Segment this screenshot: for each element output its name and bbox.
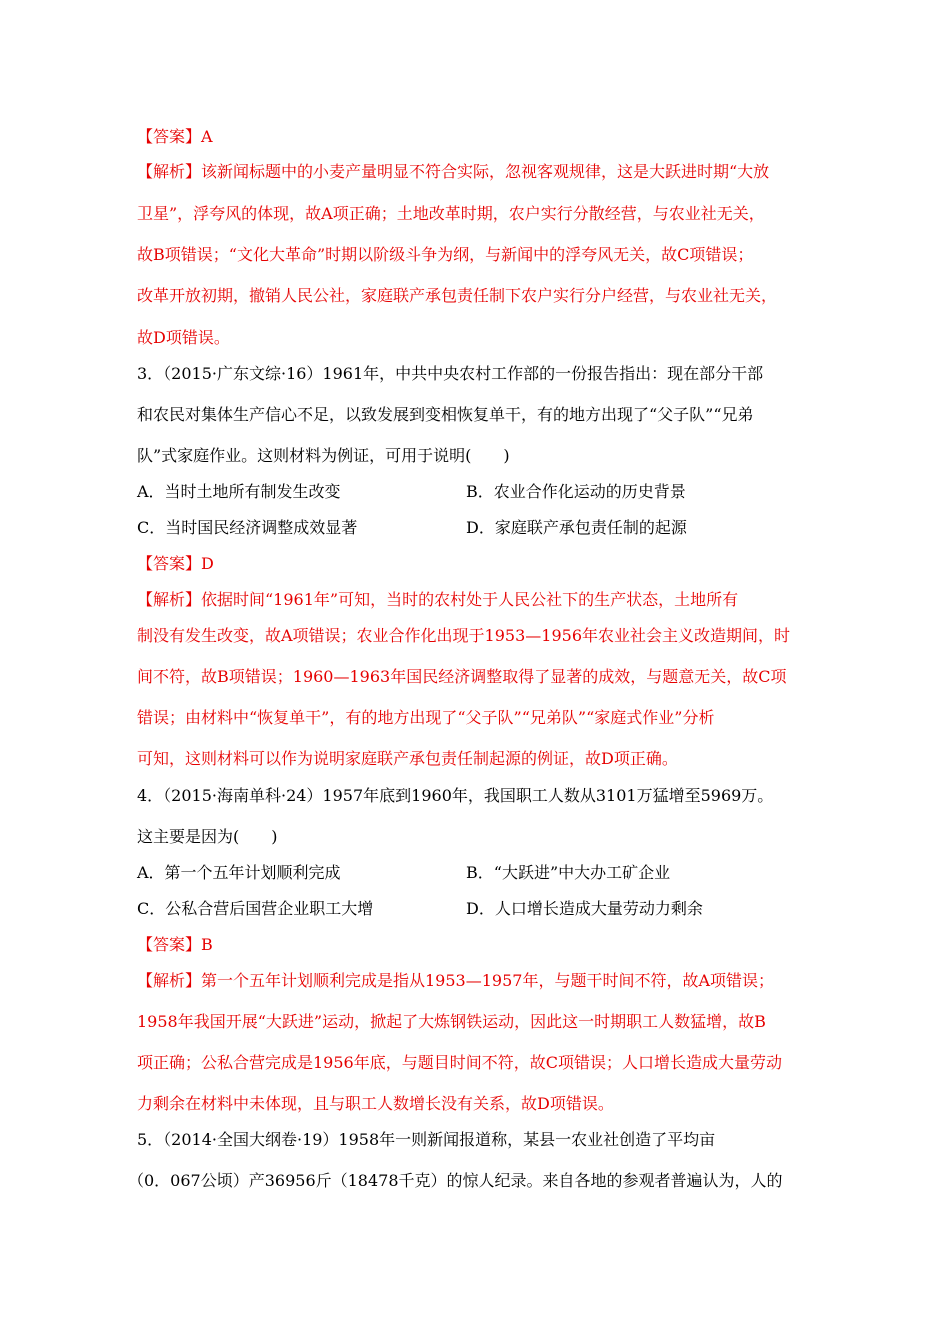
question-stem-line: （0．067公顷）产36956斤（18478千克）的惊人纪录。来自各地的参观者普遍认为，人的 (128, 1171, 783, 1190)
question-stem-line: 队”式家庭作业。这则材料为例证，可用于说明( ) (137, 446, 510, 465)
question-stem-line: 3．（2015·广东文综·16）1961年，中共中央农村工作部的一份报告指出：现在部分干部 (137, 364, 764, 383)
answer-label: 【答案】A (137, 127, 213, 146)
option-c: C．当时国民经济调整成效显著 (137, 518, 358, 537)
explanation-line: 故B项错误；“文化大革命”时期以阶级斗争为纲，与新闻中的浮夸风无关，故C项错误； (137, 245, 754, 264)
explanation-line: 故D项错误。 (137, 328, 230, 347)
question-stem-line: 4．（2015·海南单科·24）1957年底到1960年，我国职工人数从3101万猛增至5969万。 (137, 786, 774, 805)
explanation-line: 制没有发生改变，故A项错误；农业合作化出现于1953—1956年农业社会主义改造期间，时 (137, 626, 790, 645)
option-b: B．“大跃进”中大办工矿企业 (466, 863, 671, 882)
explanation-line: 可知，这则材料可以作为说明家庭联产承包责任制起源的例证，故D项正确。 (137, 749, 678, 768)
explanation-line: 改革开放初期，撤销人民公社，家庭联产承包责任制下农户实行分户经营，与农业社无关， (137, 286, 778, 305)
option-a: A．当时土地所有制发生改变 (137, 482, 341, 501)
answer-label: 【答案】D (137, 554, 214, 573)
explanation-line: 【解析】依据时间“1961年”可知，当时的农村处于人民公社下的生产状态，土地所有 (137, 590, 739, 609)
answer-label: 【答案】B (137, 935, 213, 954)
explanation-line: 间不符，故B项错误；1960—1963年国民经济调整取得了显著的成效，与题意无关，故C项 (137, 667, 787, 686)
explanation-line: 【解析】第一个五年计划顺利完成是指从1953—1957年，与题干时间不符，故A项错误； (137, 971, 774, 990)
explanation-line: 卫星”，浮夸风的体现，故A项正确；土地改革时期，农户实行分散经营，与农业社无关， (137, 204, 765, 223)
explanation-line: 1958年我国开展“大跃进”运动，掀起了大炼钢铁运动，因此这一时期职工人数猛增，故B (137, 1012, 766, 1031)
explanation-line: 力剩余在材料中未体现，且与职工人数增长没有关系，故D项错误。 (137, 1094, 614, 1113)
option-d: D．人口增长造成大量劳动力剩余 (466, 899, 703, 918)
explanation-line: 项正确；公私合营完成是1956年底，与题目时间不符，故C项错误；人口增长造成大量劳动 (137, 1053, 782, 1072)
option-row (137, 482, 341, 502)
explanation-line: 错误；由材料中“恢复单干”，有的地方出现了“父子队”“兄弟队”“家庭式作业”分析 (137, 708, 715, 727)
explanation-line: 【解析】该新闻标题中的小麦产量明显不符合实际，忽视客观规律，这是大跃进时期“大放 (137, 162, 770, 181)
question-stem-line: 这主要是因为( ) (137, 827, 278, 846)
option-a: A．第一个五年计划顺利完成 (137, 863, 341, 882)
option-d: D．家庭联产承包责任制的起源 (466, 518, 687, 537)
option-b: B．农业合作化运动的历史背景 (466, 482, 686, 501)
question-stem-line: 5．（2014·全国大纲卷·19）1958年一则新闻报道称，某县一农业社创造了平均亩 (137, 1130, 716, 1149)
question-stem-line: 和农民对集体生产信心不足，以致发展到变相恢复单干，有的地方出现了“父子队”“兄弟 (137, 405, 754, 424)
option-c: C．公私合营后国营企业职工大增 (137, 899, 374, 918)
